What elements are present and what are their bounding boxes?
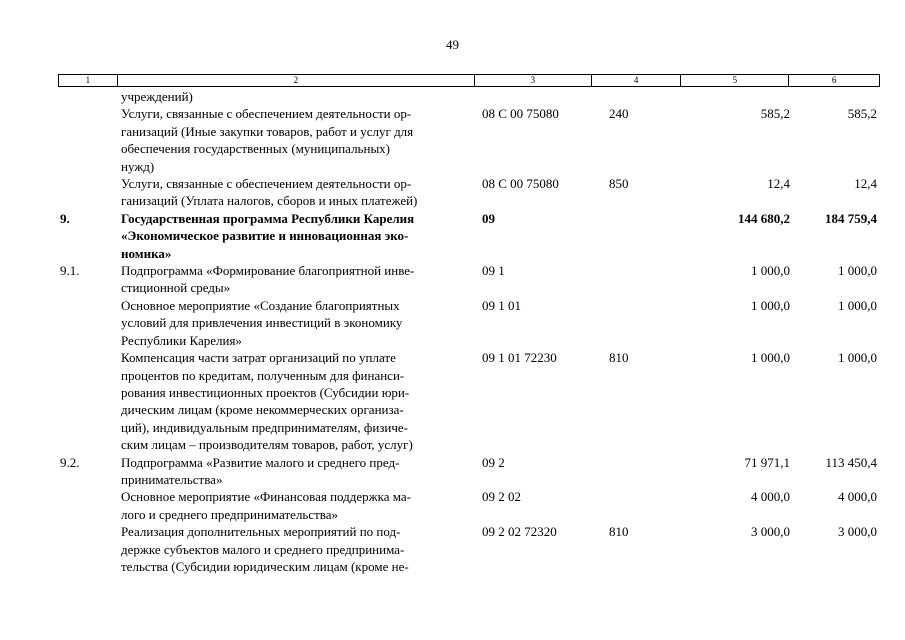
row-amount-col6: 184 759,4 [825, 210, 877, 226]
row-name-line: дическим лицам (кроме некоммерческих организа- [121, 402, 404, 418]
row-code: 09 1 01 [482, 297, 521, 313]
row-code: 09 2 [482, 454, 505, 470]
table-row [58, 297, 880, 349]
row-name-line: условий для привлечения инвестиций в экономику [121, 315, 403, 331]
page-number: 49 [446, 37, 459, 52]
row-name-line: Основное мероприятие «Финансовая поддержка ма- [121, 489, 412, 505]
row-name [117, 349, 481, 453]
row-name-line: ций), индивидуальным предпринимателям, физиче- [121, 419, 409, 435]
row-amount-col6: 585,2 [847, 106, 877, 122]
row-name-line: держке субъектов малого и среднего предпринима- [121, 541, 405, 557]
row-name-line: обеспечения государственных (муниципальных) [121, 141, 391, 157]
row-code: 09 2 02 72320 [482, 524, 557, 540]
row-name-line: лого и среднего предпринимательства» [121, 506, 339, 522]
row-name-line: Подпрограмма «Развитие малого и среднего пред- [121, 454, 400, 470]
row-amount-col5 [663, 88, 790, 105]
row-expense-type [600, 210, 663, 262]
row-amount-col5: 144 680,2 [738, 210, 790, 226]
row-expense-type [600, 488, 663, 523]
row-name-line: Компенсация части затрат организаций по уплате [121, 350, 396, 366]
row-amount-col6: 3 000,0 [838, 524, 877, 540]
row-expense-type: 810 [609, 524, 629, 540]
row-expense-type [600, 454, 663, 489]
row-name-line: ским лицам – производителям товаров, работ, услуг) [121, 437, 413, 453]
row-name-line: процентов по кредитам, полученным для финанси- [121, 367, 405, 383]
row-number: 9. [60, 210, 70, 226]
row-amount-col6: 12,4 [854, 176, 877, 192]
row-number [58, 88, 117, 105]
row-amount-col6: 1 000,0 [838, 263, 877, 279]
row-name-line: номика» [121, 245, 172, 261]
row-expense-type: 810 [609, 350, 629, 366]
row-number [58, 175, 117, 210]
row-name-line: учреждений) [121, 89, 193, 104]
table-row [58, 105, 880, 175]
header-col-4: 4 [592, 75, 682, 86]
row-name [117, 105, 481, 175]
row-expense-type [600, 262, 663, 297]
row-amount-col5: 12,4 [767, 176, 790, 192]
header-col-1: 1 [59, 75, 118, 86]
row-expense-type: 850 [609, 176, 629, 192]
row-code: 09 1 01 72230 [482, 350, 557, 366]
row-name-line: Государственная программа Республики Карелия [121, 210, 415, 226]
row-expense-type [600, 88, 663, 105]
row-amount-col5: 1 000,0 [751, 263, 790, 279]
row-amount-col6 [790, 88, 880, 105]
table-row [58, 523, 880, 575]
row-expense-type: 240 [609, 106, 629, 122]
row-name [117, 488, 481, 523]
table-row [58, 210, 880, 262]
row-code [481, 88, 600, 105]
row-expense-type [600, 297, 663, 349]
table-row [58, 454, 880, 489]
row-code: 08 С 00 75080 [482, 176, 559, 192]
row-name-line: рования инвестиционных проектов (Субсидии юри- [121, 384, 410, 400]
table-row [58, 175, 880, 210]
row-amount-col6: 113 450,4 [825, 454, 877, 470]
row-name-line: принимательства» [121, 471, 223, 487]
row-amount-col5: 3 000,0 [751, 524, 790, 540]
header-col-6: 6 [831, 75, 837, 85]
row-name-line: Услуги, связанные с обеспечением деятельности ор- [121, 176, 412, 192]
row-name-line: Основное мероприятие «Создание благоприятных [121, 297, 400, 313]
row-name-line: Реализация дополнительных мероприятий по под- [121, 524, 401, 540]
table-row [58, 88, 880, 105]
header-col-2: 2 [118, 75, 475, 86]
table-row [58, 349, 880, 453]
row-name [117, 175, 481, 210]
row-amount-col5: 71 971,1 [744, 454, 790, 470]
row-name [117, 454, 481, 489]
row-number [58, 297, 117, 349]
row-name [117, 88, 481, 105]
row-name-line: стиционной среды» [121, 280, 231, 296]
row-number [58, 105, 117, 175]
table-row [58, 488, 880, 523]
row-amount-col5: 4 000,0 [751, 489, 790, 505]
budget-table [58, 88, 880, 575]
row-amount-col5: 1 000,0 [751, 297, 790, 313]
row-name [117, 297, 481, 349]
row-name-line: Услуги, связанные с обеспечением деятельности ор- [121, 106, 412, 122]
row-amount-col5: 585,2 [760, 106, 790, 122]
header-col-5: 5 [681, 75, 789, 86]
row-number: 9.2. [60, 454, 80, 470]
row-name-line: Подпрограмма «Формирование благоприятной инве- [121, 263, 415, 279]
row-amount-col6: 1 000,0 [838, 297, 877, 313]
table-header [58, 74, 880, 87]
row-name-line: ганизаций (Уплата налогов, сборов и иных платежей) [121, 193, 418, 209]
row-name [117, 210, 481, 262]
row-name-line: Республики Карелия» [121, 332, 242, 348]
row-name-line: «Экономическое развитие и инновационная эко- [121, 228, 409, 244]
row-name-line: нужд) [121, 158, 155, 174]
table-row [58, 262, 880, 297]
row-number: 9.1. [60, 263, 80, 279]
row-number [58, 523, 117, 575]
row-code: 09 2 02 [482, 489, 521, 505]
header-col-3: 3 [475, 75, 592, 86]
row-number [58, 349, 117, 453]
row-code: 09 1 [482, 263, 505, 279]
row-amount-col6: 4 000,0 [838, 489, 877, 505]
row-name [117, 523, 481, 575]
row-name-line: тельства (Субсидии юридическим лицам (кроме не- [121, 558, 409, 574]
row-code: 08 С 00 75080 [482, 106, 559, 122]
row-number [58, 488, 117, 523]
row-name-line: ганизаций (Иные закупки товаров, работ и услуг для [121, 123, 414, 139]
row-name [117, 262, 481, 297]
row-code: 09 [482, 210, 495, 226]
row-amount-col6: 1 000,0 [838, 350, 877, 366]
row-amount-col5: 1 000,0 [751, 350, 790, 366]
